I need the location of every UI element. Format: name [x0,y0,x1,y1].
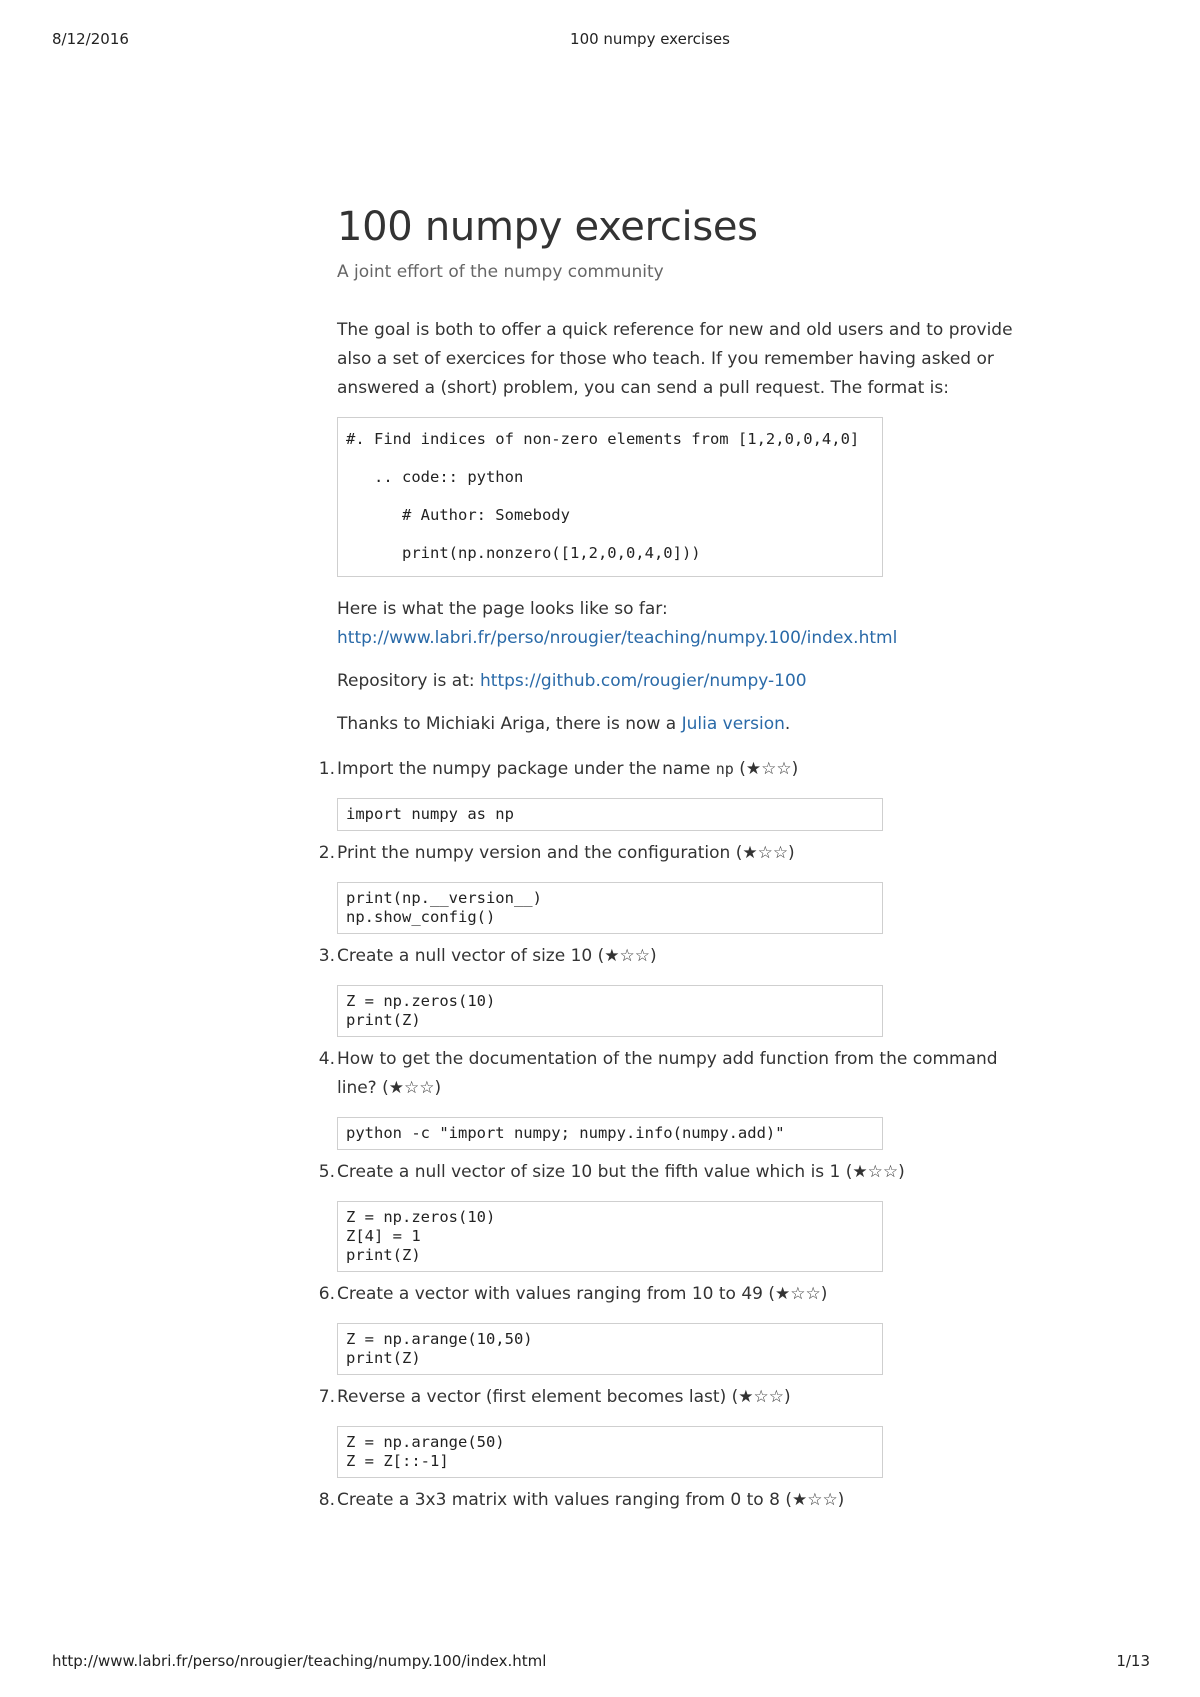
exercise-code-block: python -c "import numpy; numpy.info(numpy.add)" [337,1117,883,1150]
exercise-question: Create a null vector of size 10 (★☆☆) [337,946,657,966]
exercise-code-block: Z = np.arange(10,50) print(Z) [337,1323,883,1375]
exercise-number: 3. [318,946,335,966]
page-preview-text: Here is what the page looks like so far: [337,599,668,619]
exercise-question: Create a null vector of size 10 but the fifth value which is 1 (★☆☆) [337,1162,905,1182]
thanks-paragraph [337,710,1027,739]
exercise-question: How to get the documentation of the numpy add function from the command line? (★☆☆) [337,1049,998,1098]
exercise-number: 2. [318,843,335,863]
page-link[interactable]: http://www.labri.fr/perso/nrougier/teaching/numpy.100/index.html [337,628,898,648]
exercise-item [318,1045,1027,1150]
exercise-code-block: Z = np.zeros(10) print(Z) [337,985,883,1037]
page-preview-paragraph [337,595,1027,653]
footer-url: http://www.labri.fr/perso/nrougier/teaching/numpy.100/index.html [52,1652,547,1670]
exercise-number: 6. [318,1284,335,1304]
document-body [318,200,1027,1515]
exercise-item [318,1158,1027,1272]
exercise-number: 7. [318,1387,335,1407]
exercise-question-text: Import the numpy package under the name [337,759,716,779]
repository-paragraph [337,667,1027,696]
exercise-code-block: import numpy as np [337,798,883,831]
repository-link[interactable]: https://github.com/rougier/numpy-100 [480,671,807,691]
julia-version-link[interactable]: Julia version [681,714,785,734]
exercise-item [318,1280,1027,1375]
exercise-item [318,1486,1027,1515]
page-subtitle: A joint effort of the numpy community [337,262,664,282]
exercise-question: Create a vector with values ranging from 10 to 49 (★☆☆) [337,1284,828,1304]
exercise-item [318,1383,1027,1478]
thanks-text: Thanks to Michiaki Ariga, there is now a [337,714,682,734]
exercise-list [318,755,1027,1515]
format-code-block: #. Find indices of non-zero elements from [1,2,0,0,4,0] .. code:: python # Author: Somebody print(np.nonzero([1,2,0,0,4,0])) [337,417,883,577]
exercise-question: Create a 3x3 matrix with values ranging from 0 to 8 (★☆☆) [337,1490,845,1510]
exercise-question [337,755,1027,784]
exercise-number: 4. [318,1049,335,1069]
header-date: 8/12/2016 [52,30,129,48]
inline-code: np [715,760,734,778]
exercise-number: 5. [318,1162,335,1182]
exercise-code-block: Z = np.arange(50) Z = Z[::-1] [337,1426,883,1478]
exercise-rating: (★☆☆) [733,759,799,779]
exercise-code-block: Z = np.zeros(10) Z[4] = 1 print(Z) [337,1201,883,1272]
exercise-number: 8. [318,1490,335,1510]
exercise-item [318,839,1027,934]
repository-text: Repository is at: [337,671,480,691]
exercise-question: Reverse a vector (first element becomes last) (★☆☆) [337,1387,791,1407]
intro-paragraph: The goal is both to offer a quick reference for new and old users and to provide also a set of exercices for those who teach. If you remember having asked or answered a (short) problem, you can send a pull request. The format is: [337,320,1013,398]
exercise-code-block: print(np.__version__) np.show_config() [337,882,883,934]
page-title: 100 numpy exercises [337,204,758,250]
thanks-end: . [784,714,791,734]
header-title: 100 numpy exercises [570,30,730,48]
exercise-item [318,942,1027,1037]
exercise-number: 1. [318,759,335,779]
footer-page-number: 1/13 [1116,1652,1150,1670]
exercise-question: Print the numpy version and the configuration (★☆☆) [337,843,795,863]
exercise-item [318,755,1027,831]
